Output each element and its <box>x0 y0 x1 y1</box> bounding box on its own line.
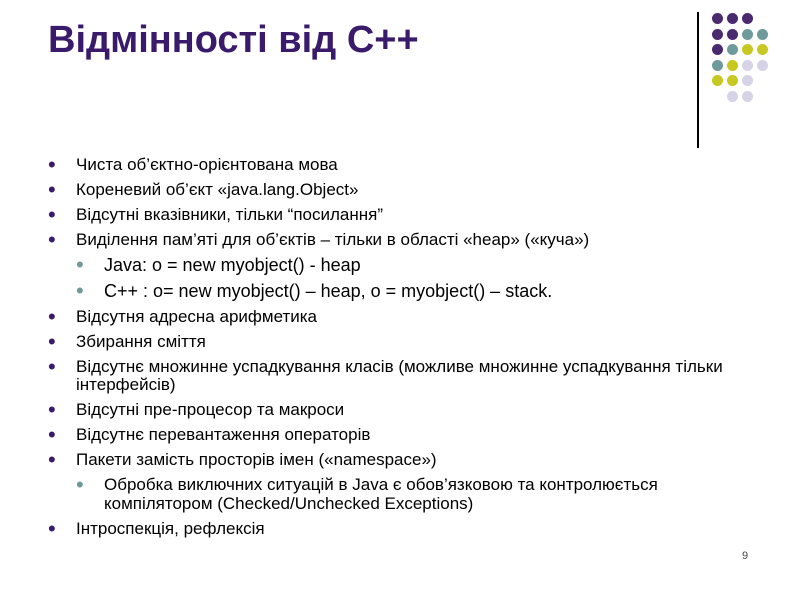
bullet-text: Чиста об’єктно-орієнтована мова <box>76 155 338 174</box>
decorative-dot <box>742 60 753 71</box>
bullet-text: Відсутнє множинне успадкування класів (можливе множинне успадкування тільки інтерфейсів) <box>76 357 723 394</box>
bullet-item <box>48 308 728 326</box>
sub-bullet-item <box>76 475 728 513</box>
decorative-dot <box>742 13 753 24</box>
decorative-dot <box>727 60 738 71</box>
decorative-dot <box>742 75 753 86</box>
sub-bullet-list <box>76 475 728 513</box>
page-number: 9 <box>742 550 749 562</box>
slide-title: Відмінності від С++ <box>48 19 419 61</box>
bullet-item <box>48 358 728 394</box>
bullet-item <box>48 181 728 199</box>
bullet-text: Збирання сміття <box>76 332 206 351</box>
bullet-item <box>48 426 728 444</box>
decorative-dot <box>757 29 768 40</box>
sub-bullet-list <box>76 255 728 301</box>
bullet-text: Відсутнє перевантаження операторів <box>76 425 371 444</box>
decorative-dot <box>712 29 723 40</box>
decorative-dot <box>727 44 738 55</box>
decorative-dot <box>742 44 753 55</box>
bullet-text: Відсутні вказівники, тільки “посилання” <box>76 205 384 224</box>
bullet-list <box>48 156 728 545</box>
decorative-dot <box>757 60 768 71</box>
decorative-dot <box>727 91 738 102</box>
decorative-dot-grid <box>710 12 800 132</box>
decorative-dot <box>757 44 768 55</box>
bullet-item <box>48 333 728 351</box>
decorative-dot <box>742 29 753 40</box>
sub-bullet-text: Java: o = new myobject() - heap <box>104 255 361 275</box>
decorative-dot <box>727 75 738 86</box>
sub-bullet-text: Обробка виключних ситуацій в Java є обов’язковою та контролюється компілятором (Checked/Unchecked Exceptions) <box>104 475 658 513</box>
decorative-dot <box>742 91 753 102</box>
decorative-dot <box>727 29 738 40</box>
bullet-item <box>48 206 728 224</box>
decorative-dot <box>712 13 723 24</box>
bullet-text: Відсутня адресна арифметика <box>76 307 318 326</box>
bullet-item <box>48 156 728 174</box>
bullet-item <box>48 401 728 419</box>
bullet-item <box>48 231 728 301</box>
decorative-dot <box>712 44 723 55</box>
bullet-text: Інтроспекція, рефлексія <box>76 519 265 538</box>
decorative-divider-line <box>697 12 699 148</box>
bullet-item <box>48 520 728 538</box>
decorative-dot <box>727 13 738 24</box>
bullet-text: Відсутні пре-процесор та макроси <box>76 400 345 419</box>
decorative-dot <box>712 75 723 86</box>
decorative-dot <box>712 60 723 71</box>
sub-bullet-item <box>76 281 728 301</box>
bullet-text: Виділення пам’яті для об’єктів – тільки в області «heap» («куча») <box>76 230 590 249</box>
bullet-text: Кореневий об’єкт «java.lang.Object» <box>76 180 359 199</box>
bullet-text: Пакети замість просторів імен («namespace») <box>76 450 437 469</box>
sub-bullet-item <box>76 255 728 275</box>
sub-bullet-text: C++ : o= new myobject() – heap, o = myobject() – stack. <box>104 281 553 301</box>
bullet-item <box>48 451 728 513</box>
